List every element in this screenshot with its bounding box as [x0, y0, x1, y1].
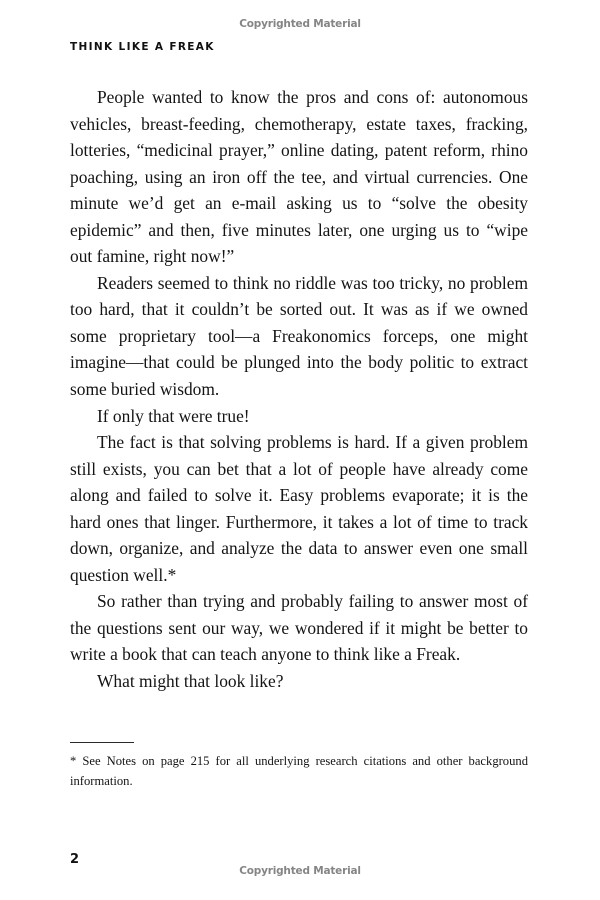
- body-paragraph: What might that look like?: [97, 671, 284, 692]
- footnote-separator-rule: [70, 742, 134, 743]
- copyrighted-material-watermark-bottom: Copyrighted Material: [239, 865, 361, 877]
- body-paragraph: Readers seemed to think no riddle was too tricky, no problem too hard, that it couldn’t be sorted out. It was as if we owned some proprietary tool—a Freakonomics forceps, one might imagine—that could be plunged into the body politic to extract some buried wisdom.: [70, 272, 528, 400]
- copyrighted-material-watermark-top: Copyrighted Material: [239, 18, 361, 30]
- footnote-block: [70, 742, 528, 791]
- body-paragraph: If only that were true!: [97, 405, 250, 426]
- body-paragraph: People wanted to know the pros and cons of: autonomous vehicles, breast-feeding, chemotherapy, estate taxes, fracking, lotteries, “medicinal prayer,” online dating, patent reform, rhino poaching, using an iron off the tee, and virtual currencies. One minute we’d get an e-mail asking us to “solve the obesity epidemic” and then, five minutes later, one urging us to “wipe out famine, right now!”: [70, 87, 528, 267]
- body-text-column: [70, 84, 528, 695]
- page-number: 2: [70, 852, 80, 867]
- body-paragraph: So rather than trying and probably failing to answer most of the questions sent our way, we wondered if it might be better to write a book that can teach anyone to think like a Freak.: [70, 591, 528, 665]
- body-paragraph: The fact is that solving problems is hard. If a given problem still exists, you can bet that a lot of people have already come along and failed to solve it. Easy problems evaporate; it is the hard ones that linger. Furthermore, it takes a lot of time to track down, organize, and analyze the data to answer even one small question well.*: [70, 432, 528, 585]
- running-head-title: THINK LIKE A FREAK: [70, 41, 215, 53]
- footnote-text: * See Notes on page 215 for all underlying research citations and other background information.: [70, 754, 528, 788]
